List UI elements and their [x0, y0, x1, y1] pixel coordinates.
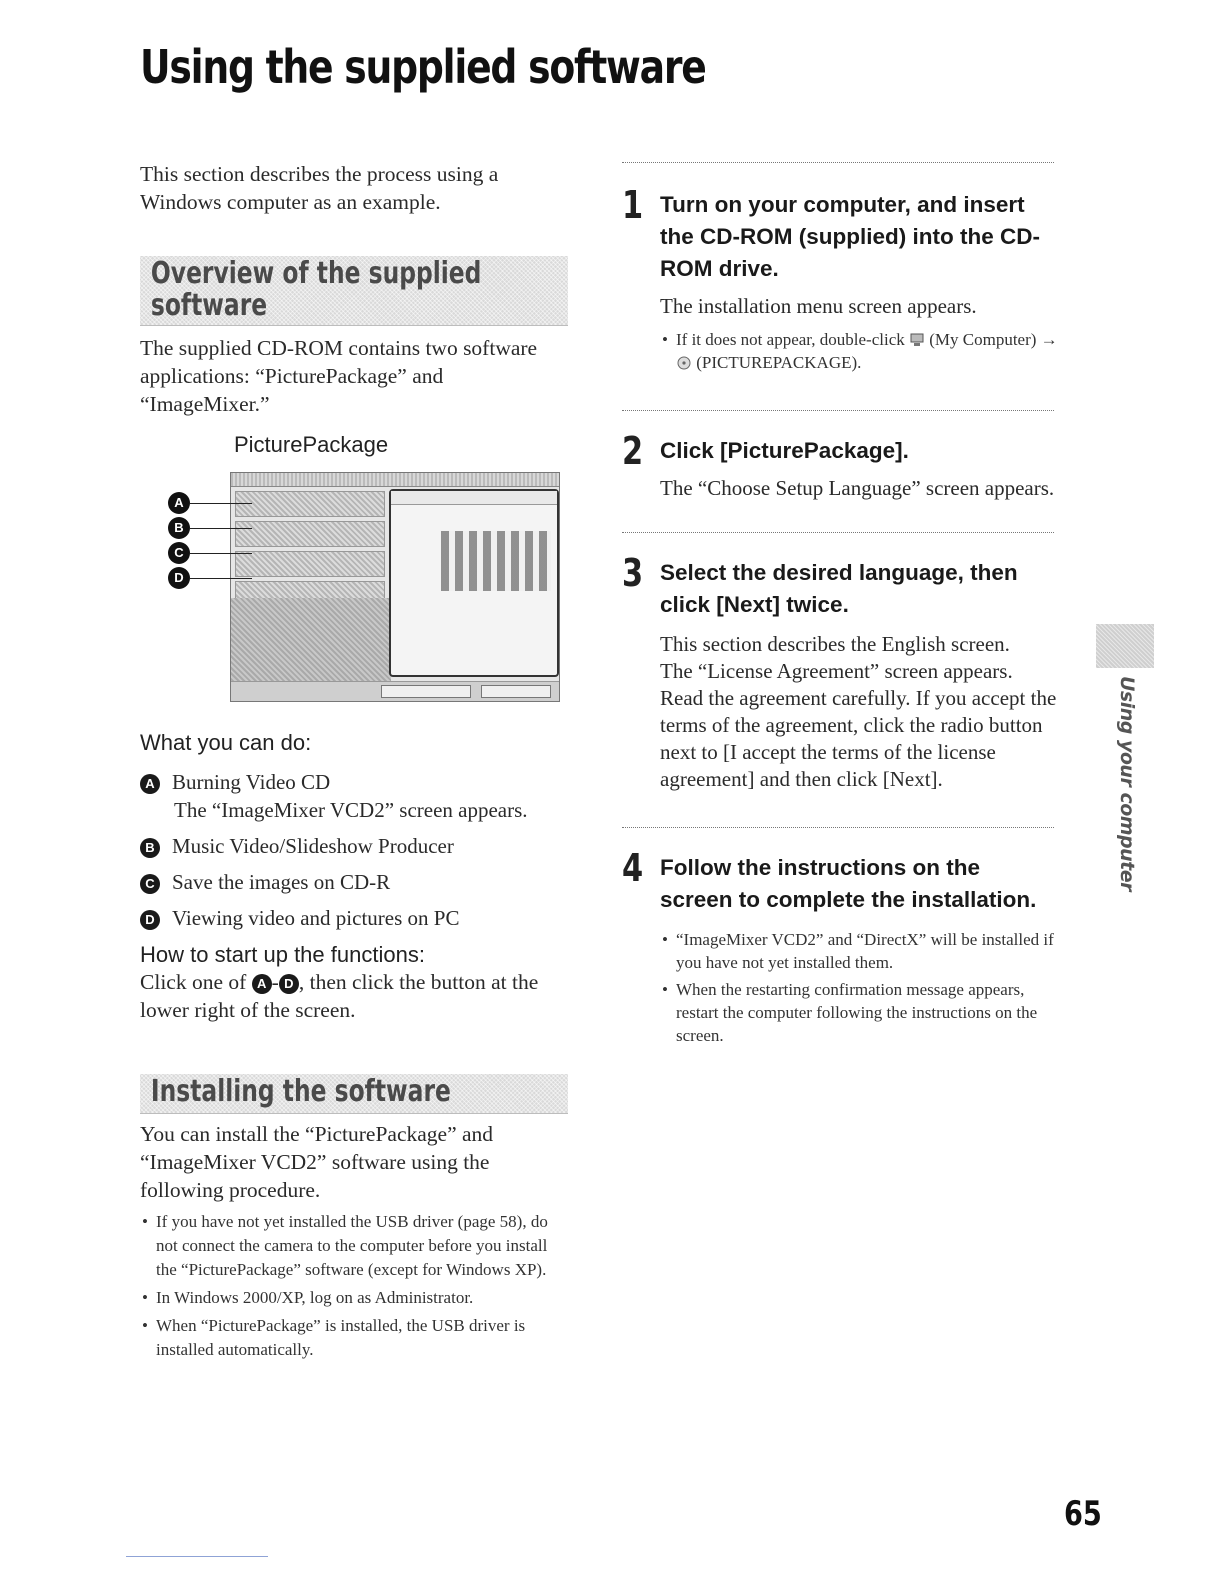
step-heading: Click [PicturePackage]. [660, 438, 909, 463]
screenshot-viewer-panel [389, 489, 559, 677]
note-item: • When “PicturePackage” is installed, the USB driver is installed automatically. [142, 1316, 526, 1359]
marker-d-icon: D [140, 910, 160, 930]
step-4 [622, 846, 1058, 1047]
step-2 [622, 429, 1058, 502]
page-number: 65 [1064, 1494, 1102, 1534]
overview-heading: Overview of the supplied software [150, 256, 482, 323]
step-number: 3 [622, 551, 644, 595]
side-label-text: Using your computer [1116, 676, 1138, 892]
leader-line [190, 553, 252, 554]
marker-a-icon: A [140, 774, 160, 794]
step-note: • “ImageMixer VCD2” and “DirectX” will be installed if you have not yet installed them. [662, 930, 1054, 972]
step-body: The “Choose Setup Language” screen appears. [660, 476, 1055, 500]
overview-heading-band [140, 256, 568, 326]
marker-d: D [168, 567, 190, 589]
screenshot-caption: PicturePackage [234, 432, 389, 457]
list-item [140, 832, 570, 860]
page-title: Using the supplied software [140, 40, 706, 94]
feature-list [140, 768, 570, 932]
left-column [140, 160, 570, 1362]
leader-line [190, 503, 252, 504]
step-body-line: This section describes the English screen. [660, 632, 1010, 656]
screenshot-button-bar [231, 681, 560, 701]
marker-a-icon: A [252, 974, 272, 994]
step-body-line: The “License Agreement” screen appears. [660, 659, 1013, 683]
feature-label: Viewing video and pictures on PC [172, 906, 460, 930]
marker-a: A [168, 492, 190, 514]
note-text: (PICTUREPACKAGE). [692, 353, 862, 372]
divider [622, 532, 1054, 533]
screenshot-titlebar [231, 473, 559, 487]
list-item [140, 868, 570, 896]
feature-label: Save the images on CD-R [172, 870, 391, 894]
right-column [622, 162, 1058, 1047]
how-to-start-pre: Click one of [140, 970, 252, 994]
overview-body: The supplied CD-ROM contains two software applications: “PicturePackage” and “ImageMixer.” [140, 336, 538, 416]
how-to-start-label: How to start up the functions: [140, 942, 425, 967]
note-text: (My Computer) → [925, 330, 1058, 349]
step-3 [622, 551, 1058, 793]
note-text: When the restarting confirmation message appears, restart the computer following the instructions on the screen. [676, 980, 1038, 1045]
how-to-start-post: , then click the button at the lower right of the screen. [140, 970, 539, 1022]
installing-notes [140, 1210, 570, 1362]
marker-b-icon: B [140, 838, 160, 858]
list-item [140, 768, 570, 824]
screenshot-menu [235, 491, 385, 613]
step-number: 2 [622, 429, 644, 473]
leader-line [190, 528, 252, 529]
step-body-line: Read the agreement carefully. If you accept the terms of the agreement, click the radio button next to [I accept the terms of the license agreement] and then click [Next]. [660, 686, 1057, 791]
screenshot-viewer-title [391, 491, 557, 505]
note-item: • If you have not yet installed the USB driver (page 58), do not connect the camera to the computer before you install the “PicturePackage” software (except for Windows XP). [142, 1212, 548, 1279]
section-tab [1096, 624, 1154, 668]
leader-line [190, 578, 252, 579]
screenshot-button [381, 685, 471, 698]
step-1 [622, 183, 1058, 374]
picturepackage-screenshot [140, 472, 560, 702]
step-number: 1 [622, 183, 644, 227]
feature-label: Burning Video CD [172, 770, 331, 794]
step-heading: Select the desired language, then click [Next] twice. [660, 560, 1018, 617]
feature-sub: The “ImageMixer VCD2” screen appears. [174, 798, 528, 822]
list-item [140, 904, 570, 932]
step-heading: Follow the instructions on the screen to complete the installation. [660, 855, 1037, 912]
marker-d-icon: D [279, 974, 299, 994]
my-computer-icon [909, 333, 925, 347]
screenshot-button [481, 685, 551, 698]
note-text: If you have not yet installed the USB driver (page 58), do not connect the camera to the computer before you install the “PicturePackage” software (except for Windows XP). [156, 1212, 548, 1279]
intro-text: This section describes the process using a Windows computer as an example. [140, 162, 499, 214]
footer-rule [126, 1556, 268, 1557]
divider [622, 410, 1054, 411]
screenshot-menu-item [235, 551, 385, 577]
step-number: 4 [622, 846, 644, 890]
note-text: “ImageMixer VCD2” and “DirectX” will be installed if you have not yet installed them. [676, 930, 1054, 972]
how-to-start-text: Click one of A - D , then click the button at the lower right of the screen. [140, 970, 539, 1022]
divider [622, 827, 1054, 828]
step-note: • If it does not appear, double-click (My Computer) → (PICTUREPACKAGE). [662, 330, 1058, 372]
screenshot-menu-item [235, 491, 385, 517]
installing-body: You can install the “PicturePackage” and “ImageMixer VCD2” software using the following procedure. [140, 1122, 494, 1202]
note-item: • In Windows 2000/XP, log on as Administrator. [142, 1288, 474, 1307]
step-body: The installation menu screen appears. [660, 294, 977, 318]
marker-c: C [168, 542, 190, 564]
note-text: If it does not appear, double-click [676, 330, 909, 349]
screenshot-menu-item [235, 521, 385, 547]
marker-b: B [168, 517, 190, 539]
step-note: • When the restarting confirmation message appears, restart the computer following the instructions on the screen. [662, 980, 1038, 1045]
feature-label: Music Video/Slideshow Producer [172, 834, 454, 858]
note-text: When “PicturePackage” is installed, the USB driver is installed automatically. [156, 1316, 526, 1359]
note-text: In Windows 2000/XP, log on as Administrator. [156, 1288, 474, 1307]
marker-c-icon: C [140, 874, 160, 894]
screenshot-thumbnails [441, 531, 551, 591]
cd-rom-icon [676, 356, 692, 370]
divider [622, 162, 1054, 163]
installing-heading-band [140, 1074, 568, 1114]
installing-heading: Installing the software [150, 1074, 451, 1109]
side-section-label [1112, 676, 1140, 892]
what-you-can-do-label: What you can do: [140, 730, 312, 755]
screenshot-window [230, 472, 560, 702]
step-heading: Turn on your computer, and insert the CD-ROM (supplied) into the CD-ROM drive. [660, 192, 1040, 281]
